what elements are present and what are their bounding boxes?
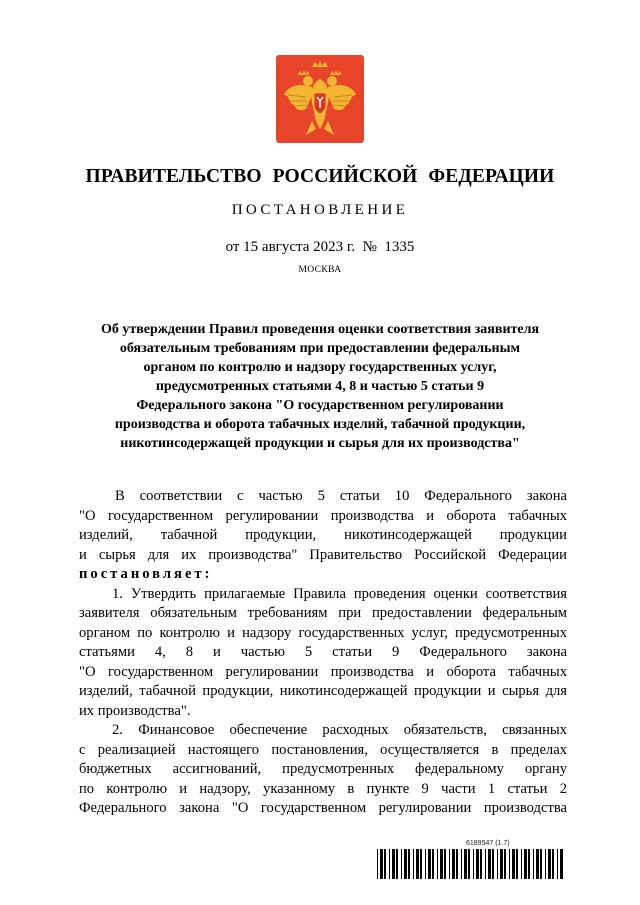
heading-line: органом по контролю и надзору государственных услуг, — [143, 360, 497, 375]
document-city: МОСКВА — [298, 265, 342, 275]
heading-line: обязательным требованиям при предоставлении федеральным — [119, 341, 521, 356]
body-line: Федерального закона "О государственном регулировании производства — [79, 800, 567, 816]
resolution-verb: постановляет: — [79, 566, 213, 582]
barcode — [377, 849, 564, 879]
heading-line: Об утверждении Правил проведения оценки соответствия заявителя — [100, 322, 540, 337]
document-heading — [80, 320, 560, 453]
body-line: заявителя обязательным требованиям при предоставлении федеральным — [79, 605, 567, 621]
body-line: статьями 4, 8 и частью 5 статьи 9 Федерального закона — [79, 644, 567, 660]
body-line: органом по контролю и надзору государственных услуг, предусмотренных — [79, 624, 567, 641]
body-line: с реализацией настоящего постановления, осуществляется в пределах — [79, 741, 567, 758]
document-date-number: от 15 августа 2023 г. № 1335 — [225, 239, 415, 255]
body-line: их производства". — [79, 702, 191, 719]
body-line: "О государственном регулировании производства и оборота табачных — [79, 663, 567, 680]
body-line: бюджетных ассигнований, предусмотренных федеральному органу — [79, 761, 567, 777]
barcode-number: 6189547 (1.7) — [466, 840, 510, 847]
body-line: "О государственном регулировании производства и оборота табачных — [79, 507, 567, 524]
body-line: и сырья для их производства" Правительство Российской Федерации — [79, 546, 567, 563]
document-body — [79, 487, 567, 819]
body-line: 2. Финансовое обеспечение расходных обязательств, связанных — [112, 722, 567, 738]
government-title: ПРАВИТЕЛЬСТВО РОССИЙСКОЙ ФЕДЕРАЦИИ — [85, 166, 555, 187]
document-type: ПОСТАНОВЛЕНИЕ — [231, 202, 409, 218]
heading-line: Федерального закона "О государственном регулировании — [136, 398, 504, 413]
body-line: по контролю и надзору, указанному в пункте 9 части 1 статьи 2 — [79, 780, 567, 797]
coat-of-arms-emblem — [276, 55, 364, 143]
body-line: изделий, табачной продукции, никотинсодержащей продукции и сырья для — [79, 683, 567, 699]
heading-line: предусмотренных статьями 4, 8 и частью 5 статьи 9 — [155, 379, 485, 394]
body-line: В соответствии с частью 5 статьи 10 Федерального закона — [115, 488, 567, 504]
heading-line: никотинсодержащей продукции и сырья для их производства" — [120, 436, 520, 451]
heading-line: производства и оборота табачных изделий, табачной продукции, — [114, 417, 526, 432]
body-line: изделий, табачной продукции, никотинсодержащей продукции — [79, 527, 567, 543]
body-line: 1. Утвердить прилагаемые Правила проведения оценки соответствия — [112, 585, 567, 602]
